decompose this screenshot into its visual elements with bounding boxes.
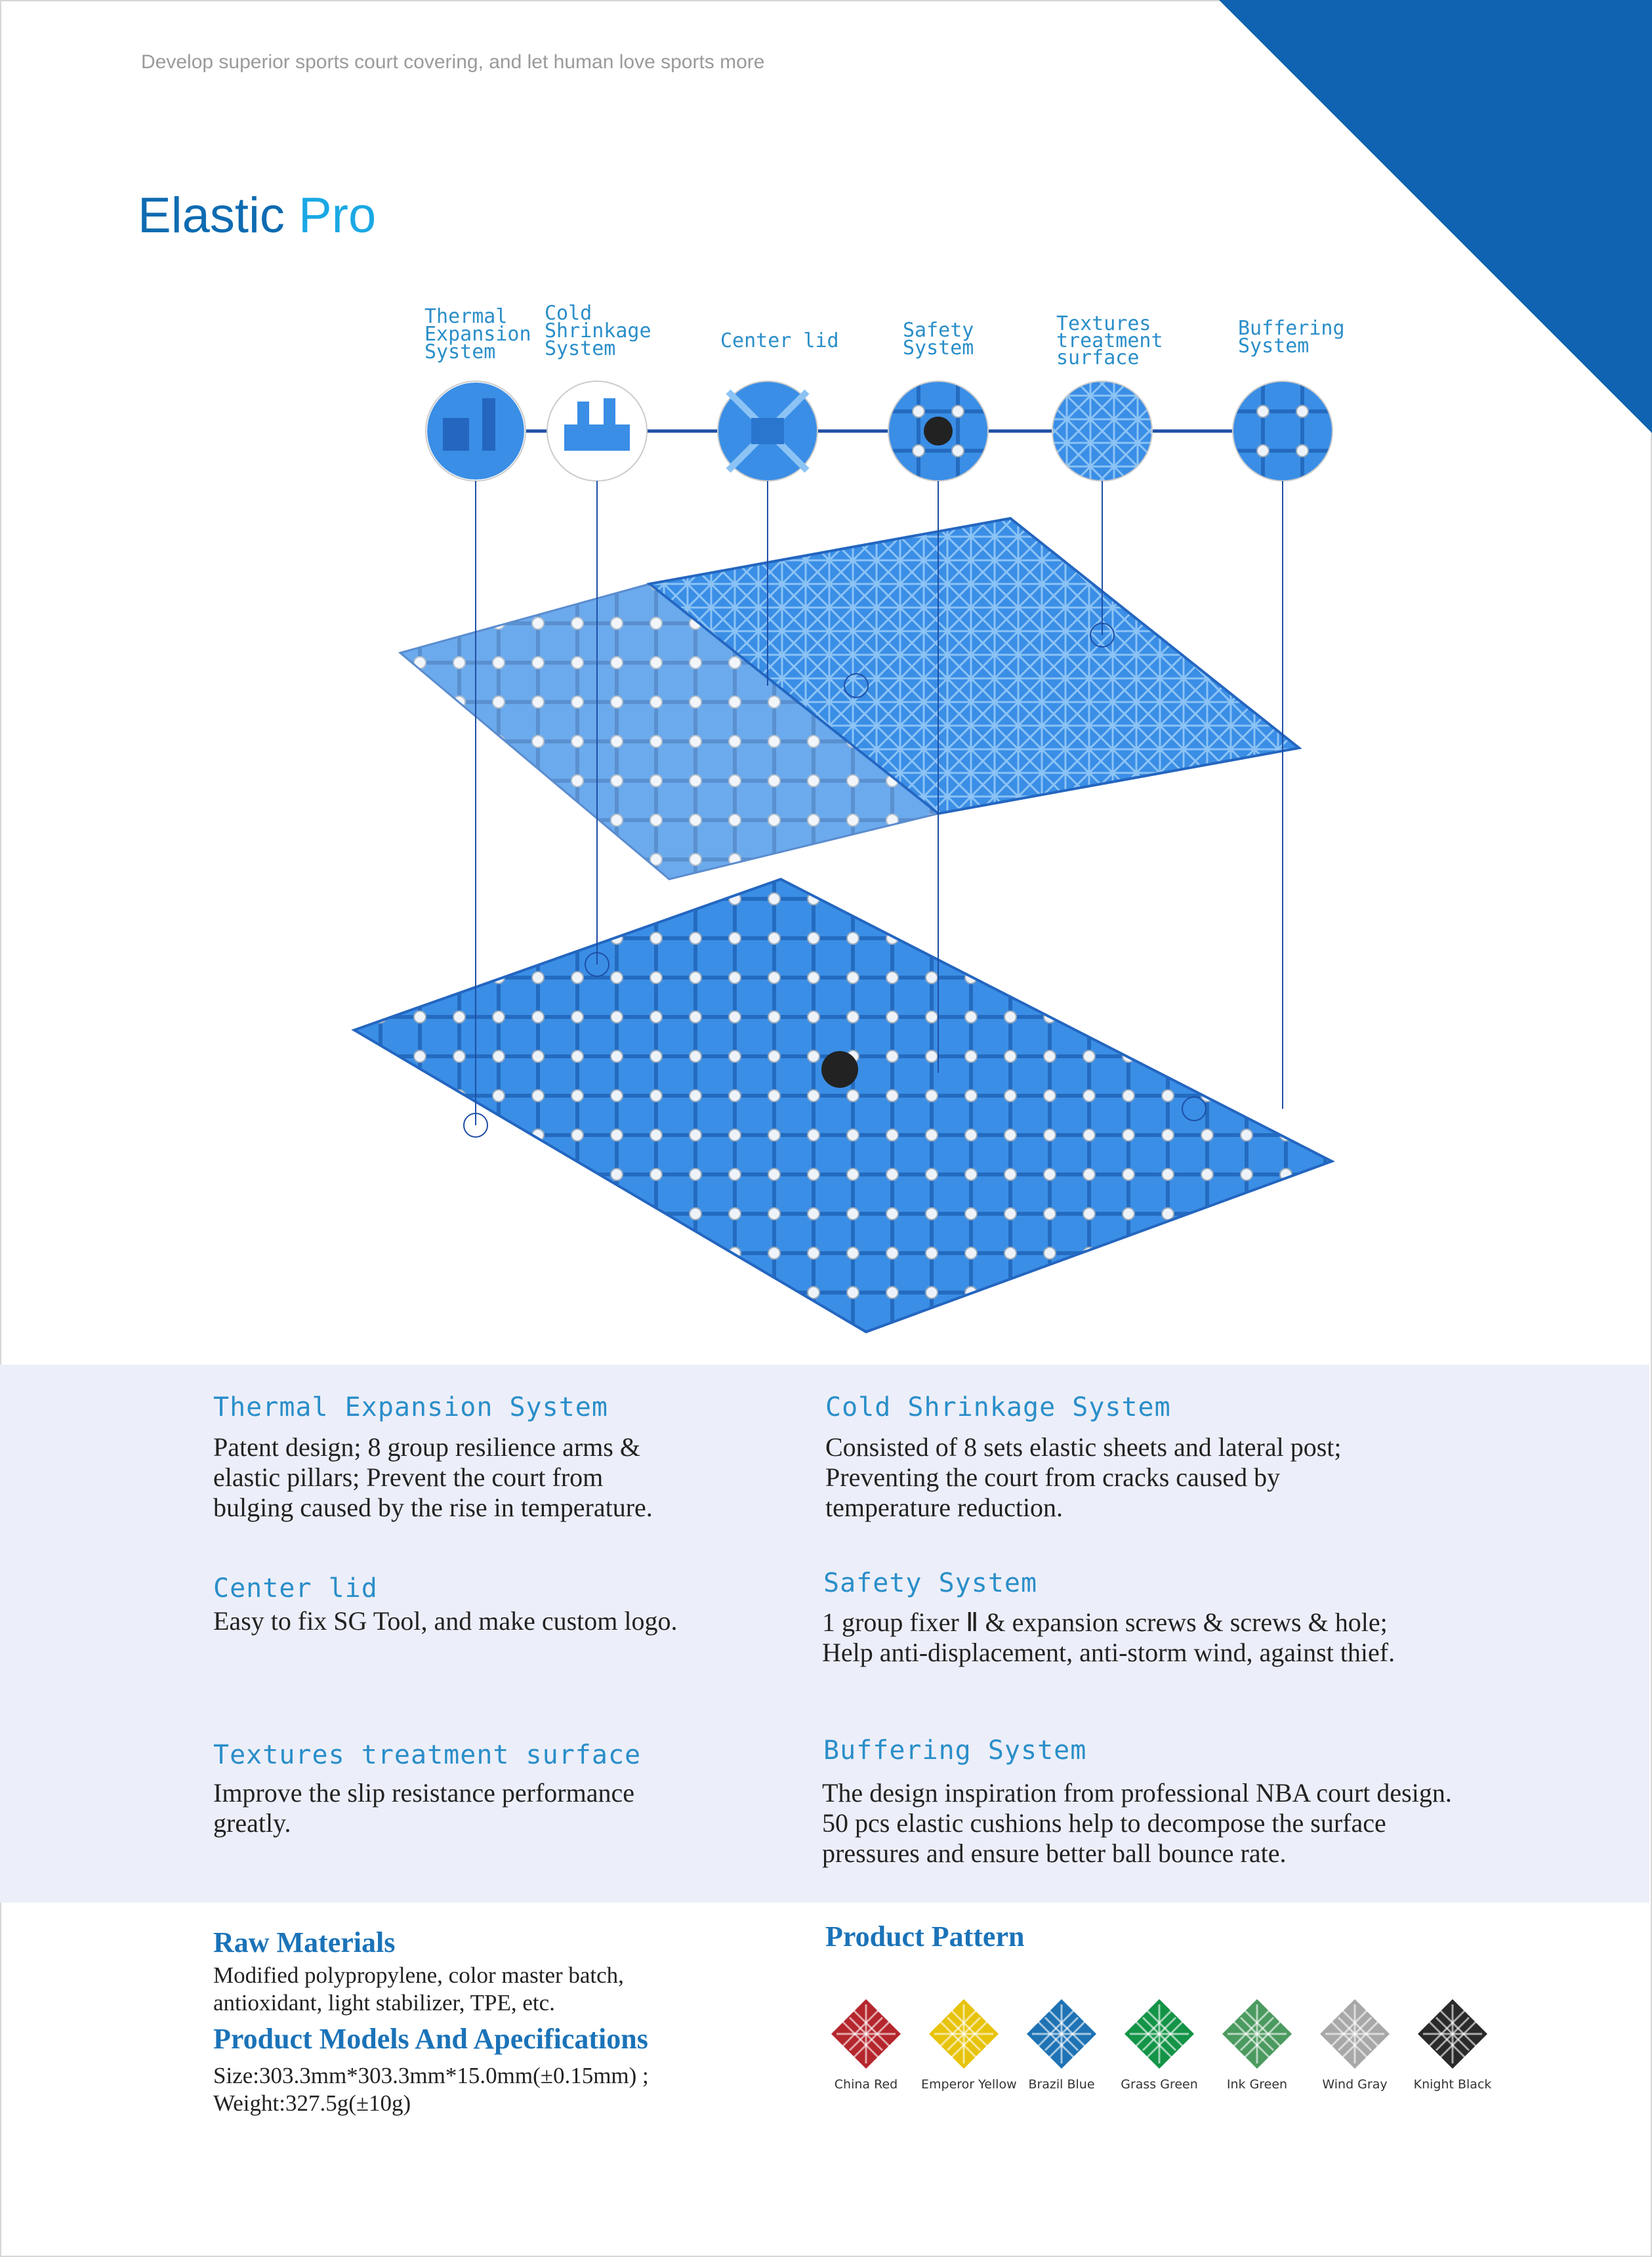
exploded-tile-diagram: [321, 289, 1371, 1352]
swatch-label: Wind Gray: [1322, 2077, 1388, 2092]
swatch-tile-icon: [1221, 1998, 1293, 2070]
callout-label-cold-2: Shrinkage: [545, 320, 651, 342]
title-pro: Pro: [298, 188, 377, 243]
swatch-label: Ink Green: [1226, 2077, 1288, 2092]
product-pattern-title: Product Pattern: [825, 1920, 1025, 1953]
callout-label-thermal-3: System: [424, 341, 496, 363]
feature-line: Easy to fix SG Tool, and make custom logo.: [213, 1606, 678, 1636]
callout-label-safety-1: Safety: [903, 319, 974, 342]
callout-circle-center: [718, 381, 817, 481]
raw-materials-line: Modified polypropylene, color master batch,: [213, 1962, 624, 1988]
specs-body: [213, 2062, 649, 2117]
raw-materials-line: antioxidant, light stabilizer, TPE, etc.: [213, 1990, 555, 2016]
callout-label-cold-3: System: [545, 337, 616, 360]
raw-materials-title: Raw Materials: [213, 1926, 396, 1958]
feature-body-textures: [213, 1778, 634, 1838]
swatch-label: Grass Green: [1121, 2077, 1198, 2092]
feature-body-thermal: [213, 1432, 653, 1523]
specs-line: Weight:327.5g(±10g): [213, 2090, 411, 2116]
center-lid-screw: [821, 1051, 858, 1088]
callout-label-center-1: Center lid: [720, 329, 839, 352]
feature-line: Preventing the court from cracks caused by: [825, 1462, 1281, 1492]
feature-line: Improve the slip resistance performance: [213, 1778, 634, 1808]
base-tile: [354, 879, 1332, 1332]
callout-label-thermal-2: Expansion: [424, 323, 531, 346]
callout-label-thermal-1: Thermal: [424, 305, 508, 328]
swatch-emperor-yellow: [921, 1998, 1017, 2092]
callout-label-buffering-2: System: [1238, 335, 1310, 358]
specs-title: Product Models And Apecifications: [213, 2023, 648, 2055]
swatch-label: Knight Black: [1413, 2077, 1492, 2092]
swatch-label: China Red: [834, 2077, 898, 2092]
swatch-label: Brazil Blue: [1028, 2077, 1095, 2092]
callout-circle-thermal: [426, 381, 526, 481]
feature-line: bulging caused by the rise in temperature.: [213, 1493, 653, 1522]
feature-line: 50 pcs elastic cushions help to decompose the surface: [822, 1808, 1386, 1838]
page-title: [138, 187, 376, 244]
feature-line: Patent design; 8 group resilience arms &: [213, 1432, 640, 1462]
swatch-tile-icon: [1319, 1998, 1391, 2070]
swatch-grass-green: [1117, 1998, 1202, 2092]
feature-line: Consisted of 8 sets elastic sheets and lateral post;: [825, 1432, 1342, 1462]
callout-label-textures-3: surface: [1056, 346, 1140, 369]
callout-label-textures-1: Textures: [1056, 312, 1151, 335]
title-elastic: Elastic: [138, 188, 285, 243]
raw-materials-body: [213, 1962, 624, 2017]
feature-line: The design inspiration from professional NBA court design.: [822, 1778, 1452, 1808]
feature-title-thermal: Thermal Expansion System: [213, 1392, 608, 1422]
callout-circle-buffering: [1233, 381, 1332, 481]
specs-line: Size:303.3mm*303.3mm*15.0mm(±0.15mm) ;: [213, 2063, 649, 2088]
swatch-tile-icon: [1416, 1998, 1489, 2070]
feature-line: 1 group fixer Ⅱ & expansion screws & screws & hole;: [822, 1607, 1388, 1637]
swatch-knight-black: [1410, 1998, 1495, 2092]
swatch-tile-icon: [1123, 1998, 1195, 2070]
feature-line: greatly.: [213, 1808, 291, 1838]
callout-label-safety-2: System: [903, 337, 974, 360]
color-swatches: [823, 1998, 1506, 2096]
callout-circle-textures: [1052, 381, 1152, 481]
feature-title-center-lid: Center lid: [213, 1573, 378, 1604]
feature-line: Help anti-displacement, anti-storm wind, against thief.: [822, 1638, 1395, 1667]
callout-label-textures-2: treatment: [1056, 329, 1163, 352]
swatch-label: Emperor Yellow: [921, 2077, 1017, 2092]
feature-line: temperature reduction.: [825, 1493, 1063, 1522]
swatch-tile-icon: [830, 1998, 902, 2070]
feature-title-safety: Safety System: [823, 1568, 1038, 1598]
callout-label-cold-1: Cold: [545, 302, 592, 325]
feature-body-cold: [825, 1432, 1342, 1523]
swatch-tile-icon: [1025, 1998, 1098, 2070]
swatch-wind-gray: [1312, 1998, 1397, 2092]
feature-body-safety: [822, 1607, 1395, 1668]
feature-title-cold: Cold Shrinkage System: [825, 1392, 1171, 1422]
tagline: Develop superior sports court covering, and let human love sports more: [141, 51, 765, 73]
feature-title-buffering: Buffering System: [823, 1735, 1087, 1766]
feature-title-textures: Textures treatment surface: [213, 1740, 642, 1770]
feature-body-buffering: [822, 1778, 1452, 1869]
feature-line: pressures and ensure better ball bounce rate.: [822, 1838, 1287, 1868]
feature-body-center-lid: [213, 1606, 678, 1636]
callout-circle-cold: [547, 381, 647, 481]
swatch-ink-green: [1214, 1998, 1300, 2092]
callout-circle-safety: [888, 381, 988, 481]
swatch-brazil-blue: [1019, 1998, 1104, 2092]
swatch-tile-icon: [928, 1998, 1000, 2070]
callout-label-buffering-1: Buffering: [1238, 317, 1345, 340]
feature-line: elastic pillars; Prevent the court from: [213, 1462, 604, 1492]
swatch-china-red: [823, 1998, 909, 2092]
